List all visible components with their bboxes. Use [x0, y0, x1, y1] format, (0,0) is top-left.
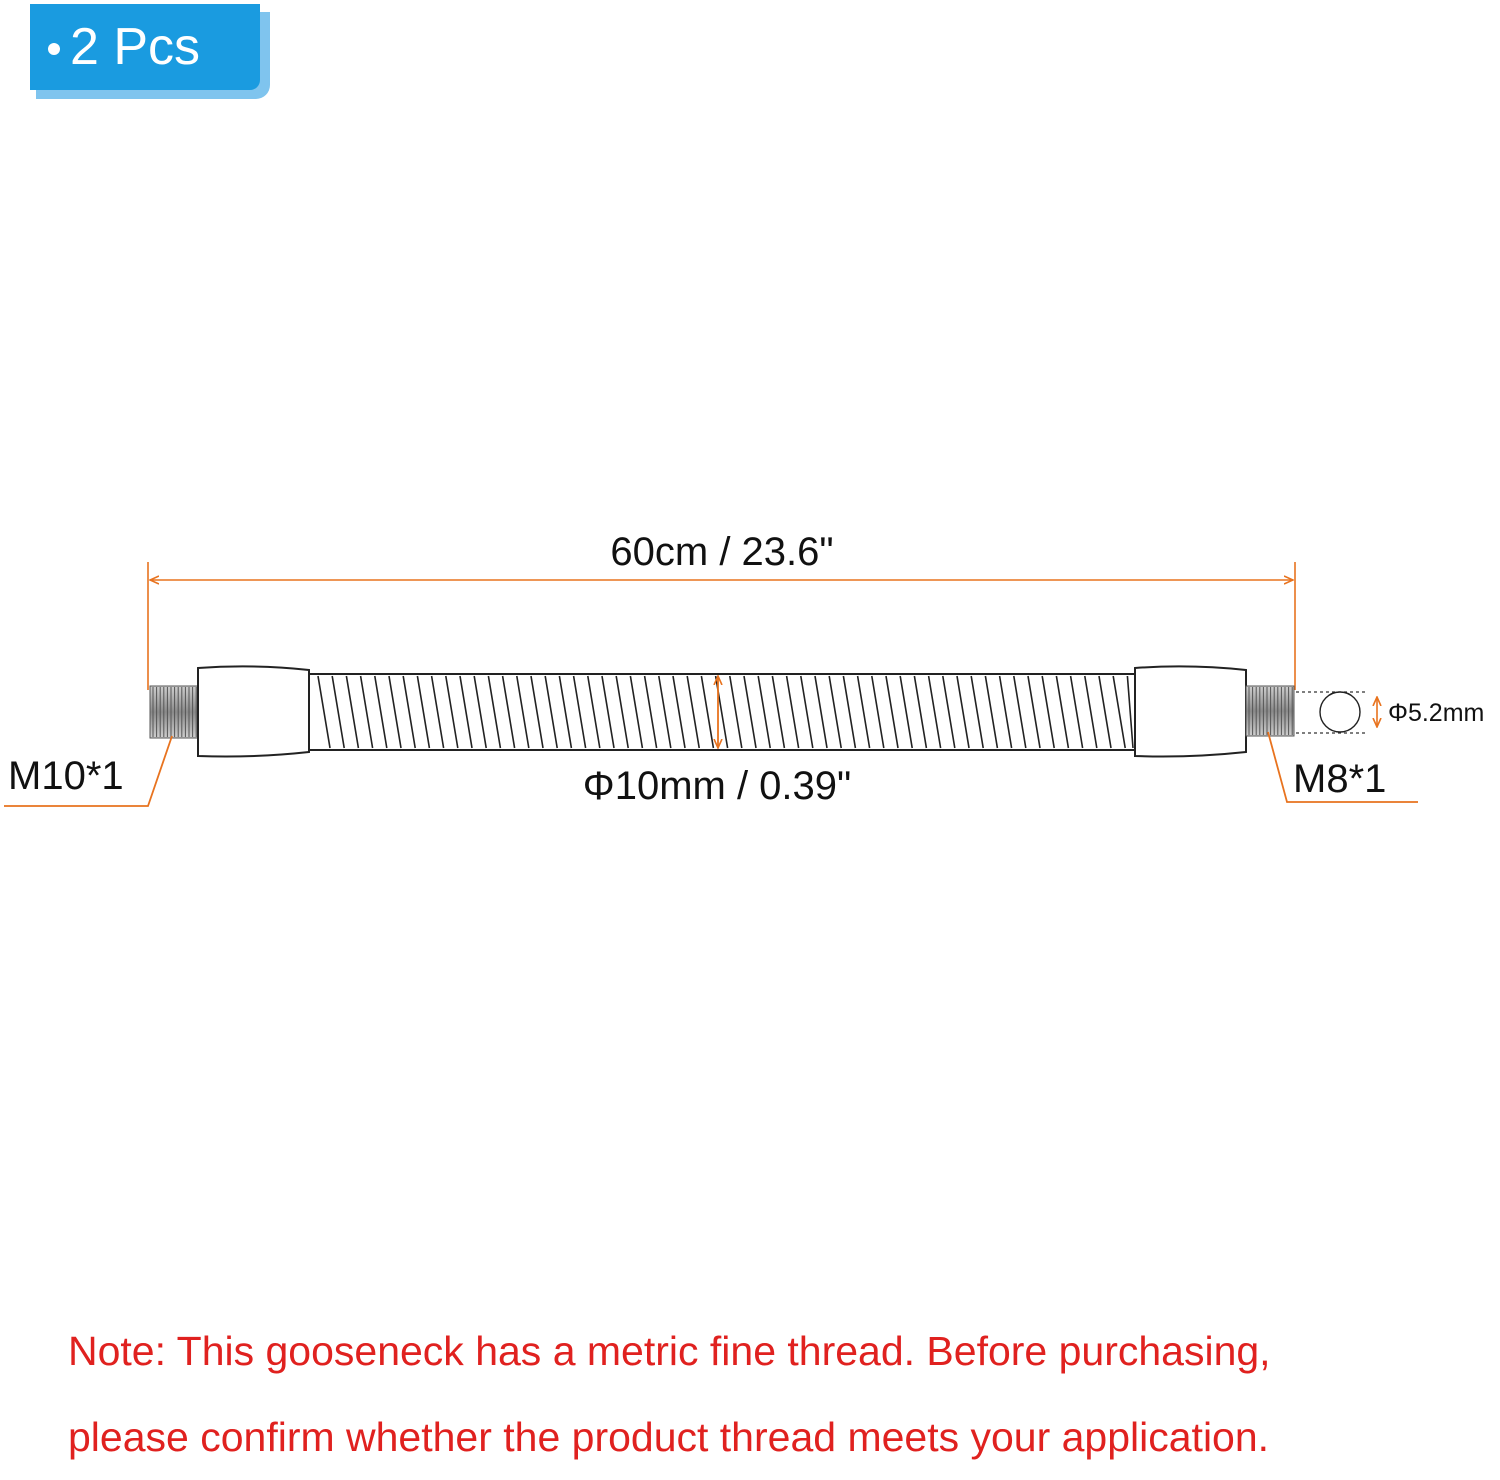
note-line-2: please confirm whether the product thread meets your application. — [68, 1414, 1270, 1460]
length-label: 60cm / 23.6" — [610, 530, 834, 574]
hole-detail — [1296, 692, 1484, 733]
diameter-label: Φ10mm / 0.39" — [582, 764, 852, 808]
hole-diameter-label: Φ5.2mm — [1388, 699, 1485, 727]
left-thread — [150, 686, 198, 738]
left-thread-label: M10*1 — [8, 754, 124, 798]
right-thread — [1246, 686, 1294, 736]
quantity-label: 2 Pcs — [70, 18, 201, 76]
hole-circle — [1320, 692, 1360, 732]
left-ferrule — [198, 666, 309, 756]
length-dimension — [148, 530, 1295, 690]
right-thread-label: M8*1 — [1293, 757, 1387, 801]
note-line-1: Note: This gooseneck has a metric fine thread. Before purchasing, — [68, 1328, 1271, 1374]
right-ferrule — [1135, 666, 1246, 756]
left-thread-callout — [4, 736, 172, 806]
right-thread-callout — [1268, 732, 1418, 802]
purchase-note — [68, 1308, 1488, 1480]
gooseneck-body — [309, 674, 1135, 750]
